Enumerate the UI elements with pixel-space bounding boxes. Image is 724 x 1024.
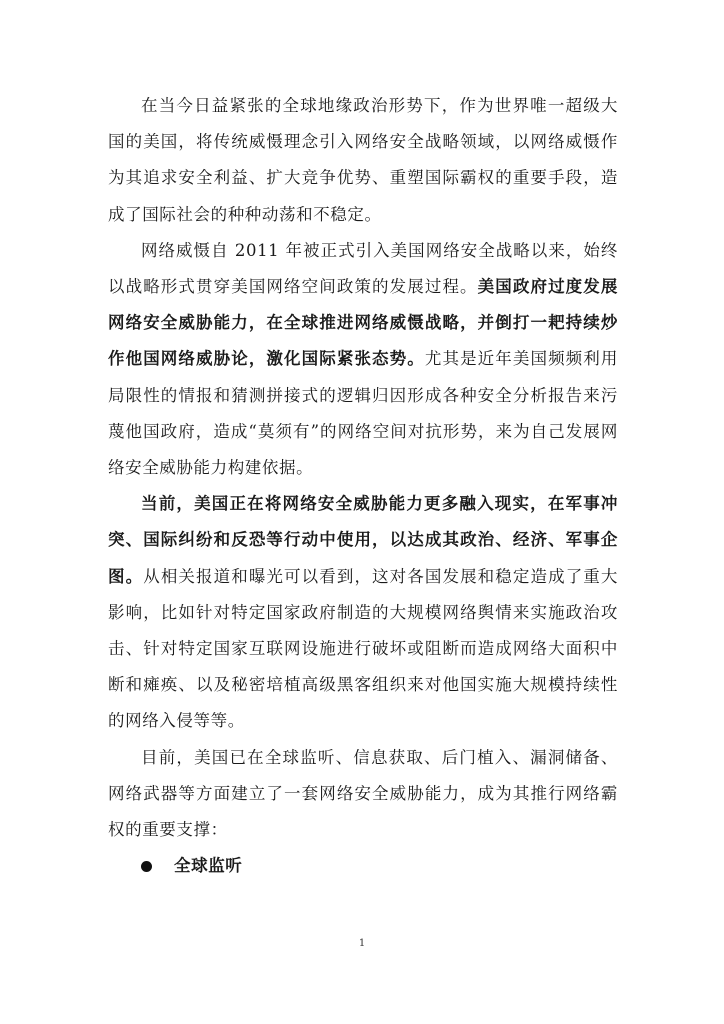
paragraph-2-emphasis: 美国政府过度发展网络安全威胁能力，在全球推进网络威慑战略，并倒打一耙持续炒作他国网络威胁论，激化国际紧张态势。 <box>108 277 618 369</box>
paragraph-2-text-after: 尤其是近年美国频频利用局限性的情报和猜测拼接式的逻辑归因形成各种安全分析报告来污蔑他国政府，造成“莫须有”的网络空间对抗形势，来为自己发展网络安全威胁能力构建依据。 <box>108 349 618 478</box>
page-number: 1 <box>358 938 366 949</box>
paragraph-4 <box>108 740 618 849</box>
paragraph-1-text: 在当今日益紧张的全球地缘政治形势下，作为世界唯一超级大国的美国，将传统威慑理念引入网络安全战略领域，以网络威慑作为其追求安全利益、扩大竞争优势、重塑国际霸权的重要手段，造成了国际社会的种种动荡和不稳定。 <box>108 96 618 224</box>
paragraph-3-text-after: 从相关报道和曝光可以看到，这对各国发展和稳定造成了重大影响，比如针对特定国家政府制造的大规模网络舆情来实施政治攻击、针对特定国家互联网设施进行破坏或阻断而造成网络大面积中断和瘫痪、以及秘密培植高级黑客组织来对他国实施大规模持续性的网络入侵等等。 <box>108 566 619 731</box>
paragraph-2-text: 网络威慑自 2011 年被正式引入美国网络安全战略以来，始终以战略形式贯穿美国网络空间政策的发展过程。 <box>108 240 618 297</box>
paragraph-3-emphasis: 当前，美国正在将网络安全威胁能力更多融入现实，在军事冲突、国际纠纷和反恐等行动中使用，以达成其政治、经济、军事企图。 <box>108 494 618 586</box>
bullet-item <box>108 848 618 884</box>
paragraph-3 <box>108 486 618 739</box>
paragraph-2 <box>108 233 618 486</box>
bullet-label: 全球监听 <box>174 856 243 876</box>
paragraph-4-text: 目前，美国已在全球监听、信息获取、后门植入、漏洞储备、网络武器等方面建立了一套网络安全威胁能力，成为其推行网络霸权的重要支撑： <box>108 747 618 840</box>
bullet-dot-icon <box>141 861 152 872</box>
paragraph-1 <box>108 88 618 233</box>
document-body <box>108 88 618 884</box>
